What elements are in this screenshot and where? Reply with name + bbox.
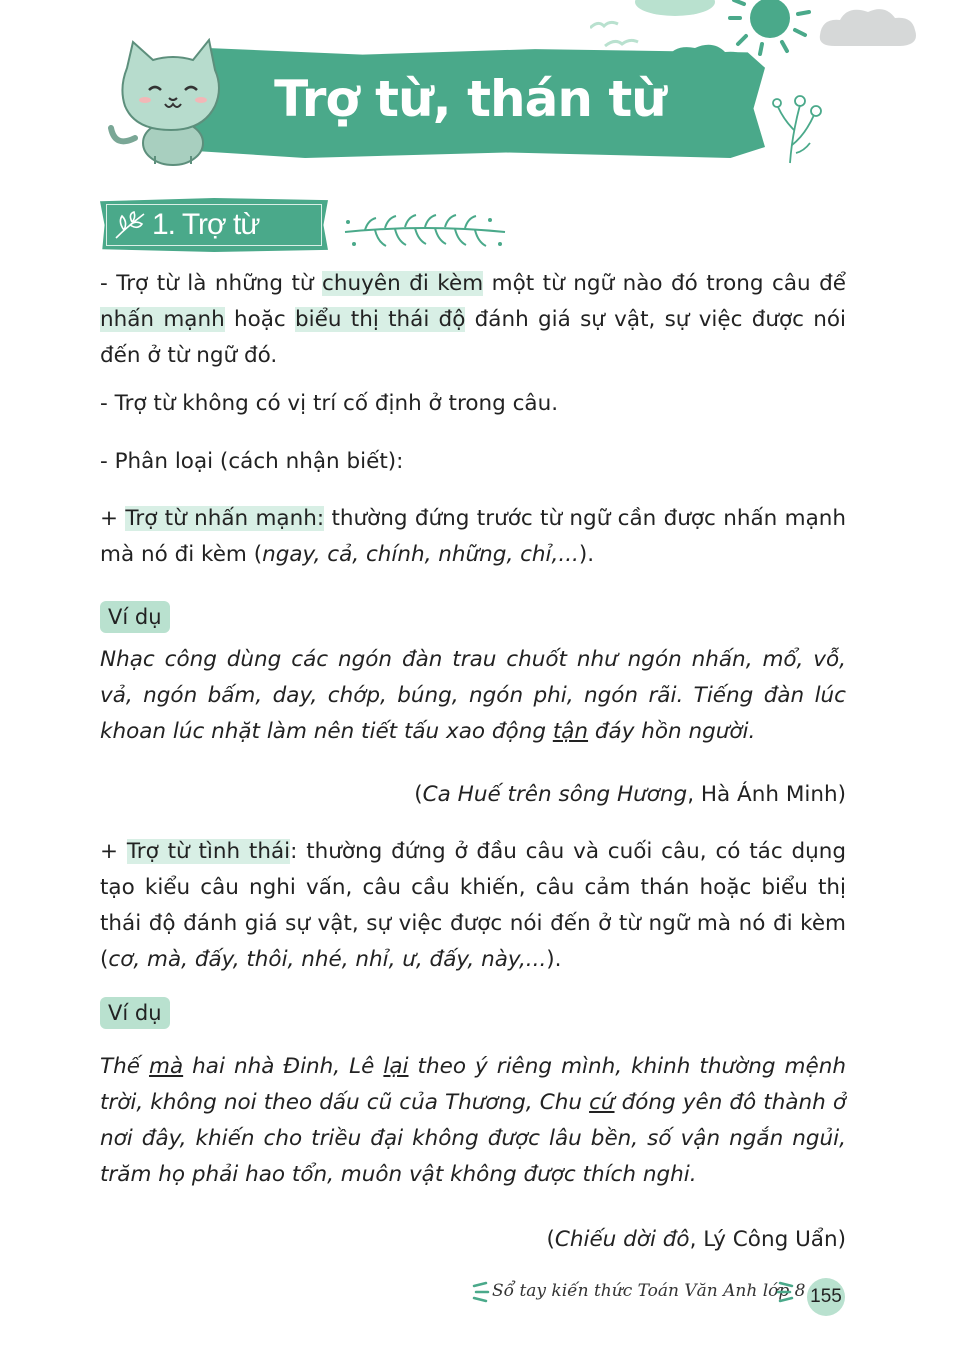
text-segment: - Trợ từ là những từ (100, 271, 323, 296)
highlight-text: Trợ từ tình thái (126, 839, 291, 864)
text-segment: ( (546, 1227, 555, 1252)
example-source (100, 777, 846, 813)
underlined-word: mà (149, 1054, 184, 1079)
paragraph-definition (100, 266, 846, 374)
leaf-icon (112, 210, 148, 242)
cat-mascot-icon (105, 38, 225, 168)
source-title: Ca Huế trên sông Hương (422, 782, 688, 807)
text-segment: : thường đứng ở đầu câu và cuối câu, có tác dụng tạo kiểu câu nghi vấn, câu cầu khiến, câu cảm thán hoặc biểu thị thái độ đánh giá sự vật, sự việc được nói đến ở từ ngữ mà nó đi kèm ( (100, 839, 847, 972)
text-segment: ). (578, 542, 595, 567)
page-number: 155 (810, 1286, 842, 1307)
source-title: Chiếu dời đô (554, 1227, 690, 1252)
text-segment: hoặc (224, 307, 296, 332)
text-segment: ). (546, 947, 562, 972)
section-title: 1. Trợ từ (152, 208, 260, 241)
book-title: Sổ tay kiến thức Toán Văn Anh lớp 8 (492, 1281, 806, 1301)
paragraph-emphasis-particle (100, 501, 846, 573)
italic-examples: cơ, mà, đấy, thôi, nhé, nhỉ, ư, đấy, này,... (108, 947, 547, 972)
text-segment: hai nhà Đinh, Lê (183, 1054, 384, 1079)
italic-examples: ngay, cả, chính, những, chỉ,... (262, 542, 579, 567)
text-segment: một từ ngữ nào đó trong câu để (483, 271, 846, 296)
highlight-text: Trợ từ nhấn mạnh: (125, 506, 325, 531)
text-segment: đáy hồn người. (588, 719, 756, 744)
example-quote (100, 1049, 846, 1193)
vine-decoration-icon (340, 210, 510, 254)
text-segment: , Hà Ánh Minh) (687, 782, 846, 807)
text-segment: + (100, 506, 126, 531)
highlight-text: nhấn mạnh (100, 307, 225, 332)
example-label: Ví dụ (100, 601, 170, 633)
example-quote (100, 642, 846, 750)
underlined-word: cứ (589, 1090, 615, 1115)
text-segment: ( (414, 782, 423, 807)
highlight-text: chuyên đi kèm (322, 271, 484, 296)
paragraph-classification: - Phân loại (cách nhận biết): (100, 449, 404, 474)
text-segment: đánh giá sự vật, sự việc được nói đến ở từ ngữ đó. (100, 307, 846, 368)
paragraph-modal-particle (100, 834, 846, 978)
text-segment: đóng yên đô thành ở nơi đây, khiến cho triều đại không được lâu bền, số vận ngắn ngủi, trăm họ phải hao tổn, muôn vật không được thích nghi. (100, 1090, 846, 1187)
page-title: Trợ từ, thán từ (274, 70, 666, 128)
text-segment: theo ý riêng mình, khinh thường mệnh trời, không noi theo dấu cũ của Thương, Chu (100, 1054, 846, 1115)
underlined-word: lại (383, 1054, 409, 1079)
underlined-word: tận (552, 719, 589, 744)
flower-sprig-icon (770, 85, 830, 165)
paragraph-position: - Trợ từ không có vị trí cố định ở trong câu. (100, 391, 559, 416)
text-segment: + (100, 839, 127, 864)
text-segment: thường đứng trước từ ngữ cần được nhấn mạnh mà nó đi kèm ( (100, 506, 846, 567)
leaf-ornament-left-icon (470, 1280, 490, 1304)
example-source (100, 1222, 846, 1258)
text-segment: , Lý Công Uẩn) (689, 1227, 846, 1252)
text-segment: Thế (100, 1054, 150, 1079)
text-segment: Nhạc công dùng các ngón đàn trau chuốt như ngón nhấn, mổ, vỗ, vả, ngón bấm, day, chớp, búng, ngón phi, ngón rãi. Tiếng đàn lúc khoan lúc nhặt làm nên tiết tấu xao động (100, 647, 846, 744)
highlight-text: biểu thị thái độ (295, 307, 466, 332)
example-label: Ví dụ (100, 997, 170, 1029)
leaf-ornament-right-icon (776, 1280, 796, 1304)
